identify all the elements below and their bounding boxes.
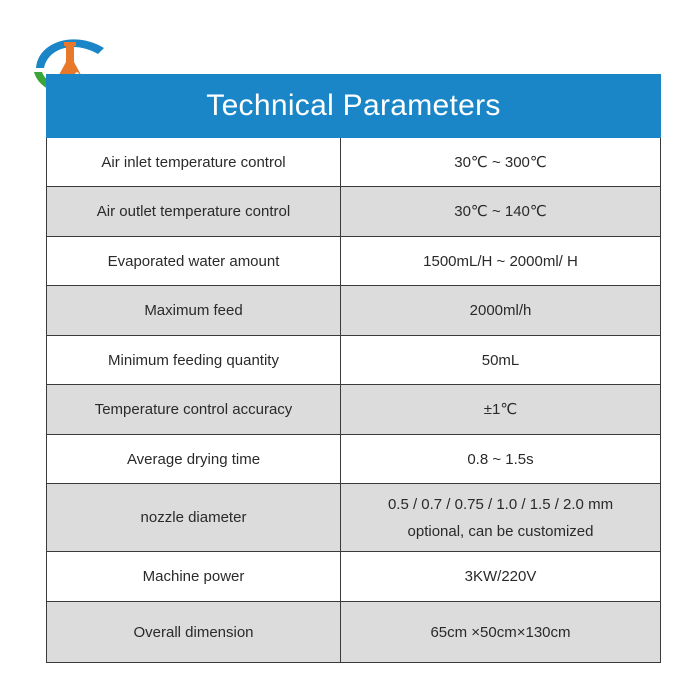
row-label: Evaporated water amount	[47, 237, 341, 286]
row-value: ±1℃	[341, 385, 661, 435]
table-row	[47, 286, 661, 336]
row-value: 30℃ ~ 300℃	[341, 138, 661, 187]
row-label: Air outlet temperature control	[47, 187, 341, 237]
row-label: Machine power	[47, 552, 341, 602]
row-label: Overall dimension	[47, 602, 341, 663]
technical-parameters-table	[46, 74, 661, 663]
row-label: Maximum feed	[47, 286, 341, 336]
row-label: Temperature control accuracy	[47, 385, 341, 435]
table-row	[47, 552, 661, 602]
table-row	[47, 385, 661, 435]
row-value: 50mL	[341, 336, 661, 385]
row-value: 1500mL/H ~ 2000ml/ H	[341, 237, 661, 286]
table-row	[47, 602, 661, 663]
row-label: nozzle diameter	[47, 484, 341, 552]
row-label: Air inlet temperature control	[47, 138, 341, 187]
row-label: Minimum feeding quantity	[47, 336, 341, 385]
row-value: 2000ml/h	[341, 286, 661, 336]
table-row	[47, 484, 661, 552]
table-title: Technical Parameters	[47, 75, 661, 138]
row-value	[341, 484, 661, 552]
row-value-line-1: 0.5 / 0.7 / 0.75 / 1.0 / 1.5 / 2.0 mm	[387, 495, 614, 513]
row-value: 3KW/220V	[341, 552, 661, 602]
row-value: 65cm ×50cm×130cm	[341, 602, 661, 663]
table-row	[47, 187, 661, 237]
row-value: 30℃ ~ 140℃	[341, 187, 661, 237]
row-value: 0.8 ~ 1.5s	[341, 435, 661, 484]
row-value-line-2: optional, can be customized	[407, 522, 594, 540]
table-row	[47, 237, 661, 286]
table-row	[47, 138, 661, 187]
table-row	[47, 336, 661, 385]
table-row	[47, 435, 661, 484]
row-label: Average drying time	[47, 435, 341, 484]
